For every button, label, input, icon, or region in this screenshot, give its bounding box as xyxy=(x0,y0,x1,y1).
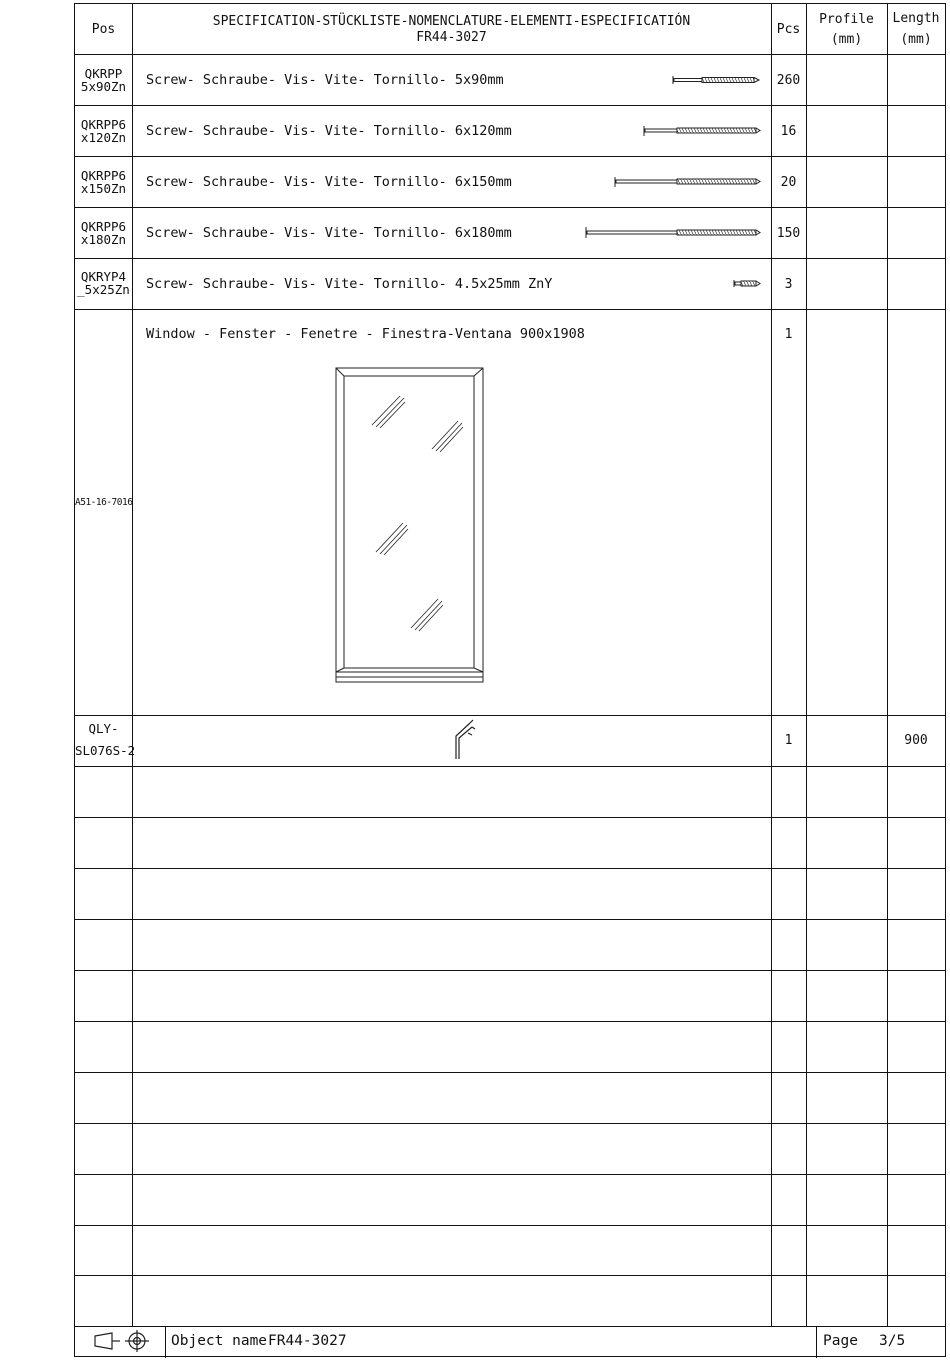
row-description: Screw- Schraube- Vis- Vite- Tornillo- 5x90mm xyxy=(146,72,504,88)
page-number: 3/5 xyxy=(879,1333,906,1349)
row-pos-suffix: SL076S-2 xyxy=(75,743,136,758)
row-pcs: 16 xyxy=(780,124,797,139)
row-pcs: 3 xyxy=(784,277,793,292)
object-name-value: FR44-3027 xyxy=(268,1333,347,1349)
row-pos-suffix: x120Zn xyxy=(80,130,127,145)
crosshair-icon xyxy=(125,1330,149,1352)
header-length: Length xyxy=(892,11,940,26)
row-pos: QKRYP4 xyxy=(80,269,127,284)
header-length-unit: (mm) xyxy=(900,32,932,47)
object-name-label: Object name xyxy=(171,1333,268,1349)
row-description: Screw- Schraube- Vis- Vite- Tornillo- 6x180mm xyxy=(146,225,512,241)
header-profile-unit: (mm) xyxy=(830,32,863,47)
row-pcs: 20 xyxy=(780,175,797,190)
header-pos: Pos xyxy=(91,22,116,37)
header-doc-number: FR44-3027 xyxy=(416,30,487,45)
header-title: SPECIFICATION-STÜCKLISTE-NOMENCLATURE-ELEMENTI-ESPECIFICATIÓN xyxy=(212,14,691,29)
row-pcs: 260 xyxy=(776,73,801,88)
row-pos: QKRPP6 xyxy=(80,117,127,132)
screw-4.5x25-icon xyxy=(734,280,760,287)
row-pos-suffix: _5x25Zn xyxy=(77,282,130,297)
screw-5x90-icon xyxy=(673,76,759,84)
screw-6x150-icon xyxy=(615,177,760,187)
row-pos: QKRPP6 xyxy=(80,219,127,234)
row-description: Window - Fenster - Fenetre - Finestra-Ventana 900x1908 xyxy=(146,326,585,342)
row-pcs: 1 xyxy=(784,327,793,342)
row-length: 900 xyxy=(904,733,928,748)
header-profile: Profile xyxy=(819,12,874,27)
row-pos-suffix: x180Zn xyxy=(80,232,127,247)
row-description: Screw- Schraube- Vis- Vite- Tornillo- 6x120mm xyxy=(146,123,512,139)
row-pos: QKRPP xyxy=(84,66,123,81)
row-pcs: 1 xyxy=(784,733,793,748)
row-pos: QKRPP6 xyxy=(80,168,127,183)
page-label: Page xyxy=(823,1333,858,1349)
window-icon xyxy=(336,368,483,682)
row-description: Screw- Schraube- Vis- Vite- Tornillo- 6x150mm xyxy=(146,174,512,190)
projection-symbol-icon xyxy=(95,1333,120,1349)
row-pos: A51-16-7016 xyxy=(75,497,133,508)
row-pos-suffix: 5x90Zn xyxy=(80,79,127,94)
screw-6x180-icon xyxy=(586,227,760,238)
profile-section-icon xyxy=(456,720,475,759)
row-pos: QLY- xyxy=(88,721,119,736)
screw-6x120-icon xyxy=(644,126,760,136)
row-description: Screw- Schraube- Vis- Vite- Tornillo- 4.5x25mm ZnY xyxy=(146,276,553,292)
row-pos-suffix: x150Zn xyxy=(80,181,127,196)
header-pcs: Pcs xyxy=(776,22,801,37)
row-pcs: 150 xyxy=(776,226,801,241)
